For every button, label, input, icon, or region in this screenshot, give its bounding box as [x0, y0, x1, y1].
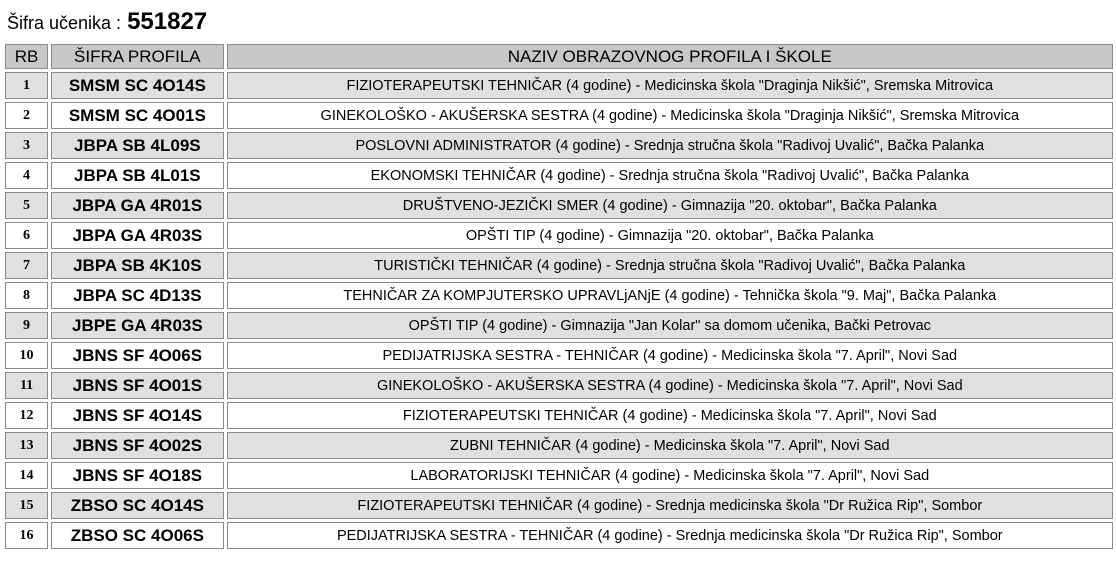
row-number: 3: [5, 132, 48, 159]
profile-name: GINEKOLOŠKO - AKUŠERSKA SESTRA (4 godine) - Medicinska škola "7. April", Novi Sad: [227, 372, 1113, 399]
profile-code: JBPA SB 4K10S: [51, 252, 223, 279]
table-row: [5, 342, 1113, 369]
table-row: [5, 72, 1113, 99]
profile-code: JBNS SF 4O14S: [51, 402, 223, 429]
profile-code: ZBSO SC 4O06S: [51, 522, 223, 549]
table-row: [5, 192, 1113, 219]
column-header-code: ŠIFRA PROFILA: [51, 44, 223, 69]
row-number: 16: [5, 522, 48, 549]
profile-code: ZBSO SC 4O14S: [51, 492, 223, 519]
row-number: 4: [5, 162, 48, 189]
profile-name: FIZIOTERAPEUTSKI TEHNIČAR (4 godine) - Srednja medicinska škola "Dr Ružica Rip", Sombor: [227, 492, 1113, 519]
profile-name: PEDIJATRIJSKA SESTRA - TEHNIČAR (4 godine) - Medicinska škola "7. April", Novi Sad: [227, 342, 1113, 369]
profile-code: JBPA SC 4D13S: [51, 282, 223, 309]
student-id-header: [7, 8, 207, 38]
profile-name: PEDIJATRIJSKA SESTRA - TEHNIČAR (4 godine) - Srednja medicinska škola "Dr Ružica Rip", Sombor: [227, 522, 1113, 549]
profile-name: FIZIOTERAPEUTSKI TEHNIČAR (4 godine) - Medicinska škola "7. April", Novi Sad: [227, 402, 1113, 429]
table-row: [5, 312, 1113, 339]
table-row: [5, 252, 1113, 279]
profile-code: JBNS SF 4O06S: [51, 342, 223, 369]
profile-name: ZUBNI TEHNIČAR (4 godine) - Medicinska škola "7. April", Novi Sad: [227, 432, 1113, 459]
row-number: 12: [5, 402, 48, 429]
row-number: 14: [5, 462, 48, 489]
profiles-table: [2, 41, 1116, 552]
table-header-row: [5, 44, 1113, 69]
table-row: [5, 102, 1113, 129]
profile-name: OPŠTI TIP (4 godine) - Gimnazija "Jan Kolar" sa domom učenika, Bački Petrovac: [227, 312, 1113, 339]
profile-code: JBPA GA 4R03S: [51, 222, 223, 249]
profile-code: JBNS SF 4O18S: [51, 462, 223, 489]
row-number: 13: [5, 432, 48, 459]
profile-code: SMSM SC 4O14S: [51, 72, 223, 99]
profile-code: JBNS SF 4O02S: [51, 432, 223, 459]
row-number: 7: [5, 252, 48, 279]
profile-code: JBPA GA 4R01S: [51, 192, 223, 219]
profile-name: TEHNIČAR ZA KOMPJUTERSKO UPRAVLjANjE (4 godine) - Tehnička škola "9. Maj", Bačka Palanka: [227, 282, 1113, 309]
row-number: 9: [5, 312, 48, 339]
table-row: [5, 402, 1113, 429]
profile-name: OPŠTI TIP (4 godine) - Gimnazija "20. oktobar", Bačka Palanka: [227, 222, 1113, 249]
table-row: [5, 282, 1113, 309]
profile-name: POSLOVNI ADMINISTRATOR (4 godine) - Srednja stručna škola "Radivoj Uvalić", Bačka Palanka: [227, 132, 1113, 159]
column-header-name: NAZIV OBRAZOVNOG PROFILA I ŠKOLE: [227, 44, 1113, 69]
row-number: 11: [5, 372, 48, 399]
profile-name: GINEKOLOŠKO - AKUŠERSKA SESTRA (4 godine) - Medicinska škola "Draginja Nikšić", Sremska Mitrovica: [227, 102, 1113, 129]
row-number: 2: [5, 102, 48, 129]
profile-name: TURISTIČKI TEHNIČAR (4 godine) - Srednja stručna škola "Radivoj Uvalić", Bačka Palanka: [227, 252, 1113, 279]
row-number: 8: [5, 282, 48, 309]
table-row: [5, 162, 1113, 189]
profile-code: JBNS SF 4O01S: [51, 372, 223, 399]
profile-name: FIZIOTERAPEUTSKI TEHNIČAR (4 godine) - Medicinska škola "Draginja Nikšić", Sremska Mitrovica: [227, 72, 1113, 99]
row-number: 10: [5, 342, 48, 369]
student-id-value: 551827: [127, 8, 208, 35]
profile-code: JBPA SB 4L09S: [51, 132, 223, 159]
table-row: [5, 132, 1113, 159]
row-number: 6: [5, 222, 48, 249]
profile-code: JBPE GA 4R03S: [51, 312, 223, 339]
profile-code: JBPA SB 4L01S: [51, 162, 223, 189]
table-row: [5, 522, 1113, 549]
profile-name: EKONOMSKI TEHNIČAR (4 godine) - Srednja stručna škola "Radivoj Uvalić", Bačka Palanka: [227, 162, 1113, 189]
row-number: 15: [5, 492, 48, 519]
column-header-rb: RB: [5, 44, 48, 69]
profile-name: LABORATORIJSKI TEHNIČAR (4 godine) - Medicinska škola "7. April", Novi Sad: [227, 462, 1113, 489]
table-row: [5, 492, 1113, 519]
row-number: 1: [5, 72, 48, 99]
table-row: [5, 222, 1113, 249]
student-id-label: Šifra učenika :: [7, 13, 122, 33]
table-row: [5, 432, 1113, 459]
row-number: 5: [5, 192, 48, 219]
table-row: [5, 462, 1113, 489]
profile-code: SMSM SC 4O01S: [51, 102, 223, 129]
table-row: [5, 372, 1113, 399]
profile-name: DRUŠTVENO-JEZIČKI SMER (4 godine) - Gimnazija "20. oktobar", Bačka Palanka: [227, 192, 1113, 219]
